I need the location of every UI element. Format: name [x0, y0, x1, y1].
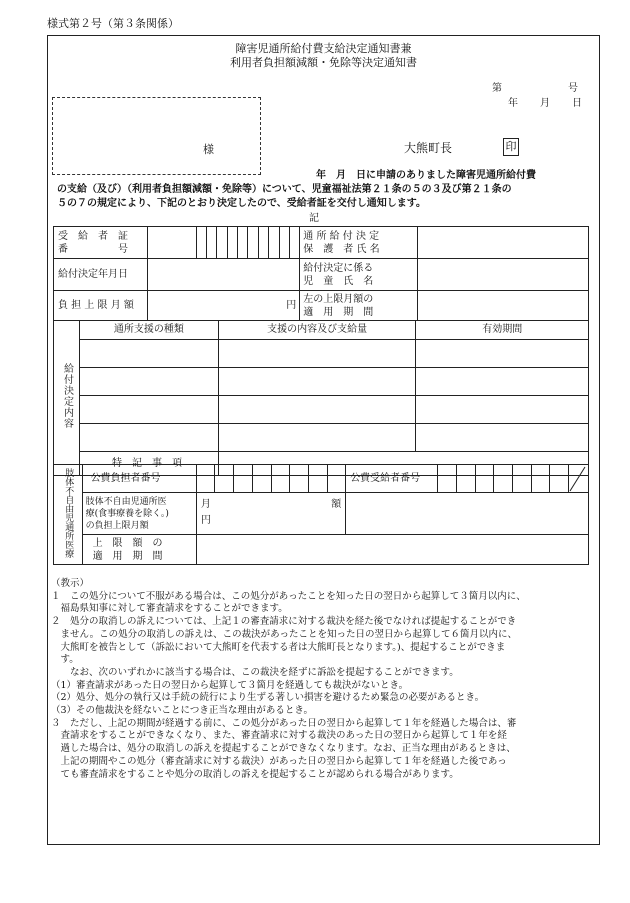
child-name-label: 給付決定に係る 児 童 氏 名	[300, 259, 417, 291]
recipient-number-digit[interactable]	[217, 227, 227, 259]
child-name-cell[interactable]	[417, 259, 588, 291]
public-recipient-label: 公費受給者番号	[346, 465, 438, 493]
note-line: 査請求をすることができなくなり、また、審査請求に対する裁決のあった日の翌日から起算して１年を経	[51, 730, 507, 742]
title-line-2: 利用者負担額減額・免除等決定通知書	[230, 56, 417, 69]
recipient-number-digit[interactable]	[289, 227, 299, 259]
date-day: 日	[572, 98, 582, 109]
note-line: １ この処分について不服がある場合は、この処分があったことを知った日の翌日から起算して３箇月以内に、	[51, 590, 526, 602]
note-line: 福島県知事に対して審査請求をすることができます。	[51, 603, 288, 615]
recipient-number-digit[interactable]	[279, 227, 289, 259]
note-line: 過した場合は、処分の取消しの訴えを提起することができなくなります。なお、正当な理由があるときは、	[51, 743, 516, 755]
form-label: 様式第２号（第３条関係）	[47, 17, 179, 30]
valid-period-cell[interactable]	[416, 396, 589, 424]
recipient-digit[interactable]	[513, 465, 532, 493]
column-service-content: 支援の内容及び支給量	[218, 321, 416, 340]
date-year: 年	[508, 98, 518, 109]
recipient-number-digit[interactable]	[227, 227, 237, 259]
recipient-number-cell[interactable]	[147, 227, 196, 259]
intro-line-2: の支給（及び）（利用者負担額減額・免除等）について、児童福祉法第２１条の５の３及び第２１条の	[57, 184, 512, 195]
note-line: 大熊町を被告として（訴訟において大熊町を代表する者は大熊町長となります。)、提起することができま	[51, 641, 506, 653]
note-line: （2）処分、処分の執行又は手続の続行により生ずる著しい損害を避けるため緊急の必要があるとき。	[51, 692, 485, 704]
note-line: ３ ただし、上記の期間が経過する前に、この処分があった日の翌日から起算して１年を経過した場合は、審	[51, 717, 517, 729]
seal-mark: 印	[503, 138, 519, 156]
decision-content-table	[53, 320, 589, 476]
payer-digit[interactable]	[271, 465, 290, 493]
note-line: なお、次のいずれかに該当する場合は、この裁決を経ずに訴訟を提起することができます。	[51, 666, 459, 678]
limit-amount-cell[interactable]	[147, 291, 300, 321]
payer-digit[interactable]	[308, 465, 327, 493]
valid-period-cell[interactable]	[416, 368, 589, 396]
slash-mark	[569, 466, 586, 492]
intro-line-3: ５の７の規定により、下記のとおり決定したので、受給者証を交付し通知します。	[57, 198, 426, 209]
payer-digit[interactable]	[327, 465, 346, 493]
medical-table	[53, 464, 589, 565]
valid-period-cell[interactable]	[416, 424, 589, 452]
decision-content-side-label: 給付決定内容	[54, 321, 80, 476]
valid-period-cell[interactable]	[416, 340, 589, 368]
note-line: （3）その他裁決を経ないことにつき正当な理由があるとき。	[51, 705, 313, 717]
date-month: 月	[540, 98, 550, 109]
recipient-digit-slash[interactable]	[569, 465, 589, 493]
recipient-number-digit[interactable]	[196, 227, 206, 259]
intro-line-1: 年 月 日に申請のありました障害児通所給付費	[316, 170, 536, 181]
guardian-name-label: 通 所 給 付 決 定 保 護 者 氏 名	[300, 227, 417, 259]
recipient-number-digit[interactable]	[238, 227, 248, 259]
recipient-number-label: 受 給 者 証 番 号	[54, 227, 148, 259]
yen-unit: 円	[200, 515, 211, 526]
recipient-sama: 様	[203, 143, 214, 156]
recipient-address-box[interactable]	[52, 97, 261, 175]
month-unit: 月	[200, 499, 211, 510]
application-period-label: 左の上限月額の 適 用 期 間	[300, 291, 417, 321]
medical-limit-label: 肢体不自由児通所医 療(食事療養を除く。) の負担上限月額	[82, 493, 196, 535]
title-line-1: 障害児通所給付費支給決定通知書兼	[235, 42, 412, 55]
recipient-digit[interactable]	[457, 465, 476, 493]
note-line: （1）審査請求があった日の翌日から起算して３箇月を経過しても裁決がないとき。	[51, 679, 409, 691]
service-type-cell[interactable]	[79, 340, 218, 368]
note-line: ません。この処分の取消しの訴えは、この裁決があったことを知った日の翌日から起算して６箇月以内に、	[51, 628, 517, 640]
recipient-digit[interactable]	[438, 465, 457, 493]
payer-digit[interactable]	[215, 465, 234, 493]
payer-digit[interactable]	[196, 465, 215, 493]
decision-date-label: 給付決定年月日	[54, 259, 148, 291]
payer-digit[interactable]	[234, 465, 253, 493]
recipient-digit[interactable]	[475, 465, 494, 493]
ki-heading: 記	[309, 213, 319, 224]
payer-digit[interactable]	[290, 465, 309, 493]
guardian-name-cell[interactable]	[417, 227, 588, 259]
medical-limit-cell[interactable]	[196, 493, 345, 535]
application-period-cell[interactable]	[417, 291, 588, 321]
service-type-cell[interactable]	[79, 368, 218, 396]
recipient-digit[interactable]	[531, 465, 550, 493]
yen-unit: 円	[286, 299, 297, 311]
payer-digit[interactable]	[252, 465, 271, 493]
medical-side-label: 肢体不自由児通所医療	[54, 465, 83, 565]
recipient-number-digit[interactable]	[258, 227, 268, 259]
public-payer-label: 公費負担者番号	[82, 465, 196, 493]
limit-period-label: 上 限 額 の 適 用 期 間	[82, 535, 196, 565]
limit-period-cell[interactable]	[196, 535, 588, 565]
decision-table	[53, 226, 589, 321]
note-line: ても審査請求をすることや処分の取消しの訴えを提起することが認められる場合があります。	[51, 768, 459, 780]
service-content-cell[interactable]	[218, 424, 416, 452]
issuer-name: 大熊町長	[404, 141, 453, 155]
notes-heading: （教示）	[51, 578, 90, 589]
recipient-number-digit[interactable]	[248, 227, 258, 259]
recipient-number-digit[interactable]	[206, 227, 216, 259]
note-line: ２ 処分の取消しの訴えについては、上記１の審査請求に対する裁決を経た後でなければ提起することができ	[51, 616, 517, 628]
number-dai: 第	[492, 83, 502, 94]
service-content-cell[interactable]	[218, 368, 416, 396]
service-content-cell[interactable]	[218, 340, 416, 368]
special-notes-label: 特 記 事 項	[79, 452, 218, 476]
amount-unit: 額	[331, 499, 342, 510]
recipient-digit[interactable]	[494, 465, 513, 493]
recipient-digit[interactable]	[550, 465, 569, 493]
medical-extra-cell[interactable]	[346, 493, 589, 535]
service-type-cell[interactable]	[79, 396, 218, 424]
note-line: 上記の期間やこの処分（審査請求に対する裁決）があった日の翌日から起算して１年を経過した後であっ	[51, 755, 507, 767]
number-go: 号	[568, 83, 578, 94]
column-service-type: 通所支援の種類	[79, 321, 218, 340]
note-line: す。	[51, 654, 79, 666]
limit-amount-label: 負 担 上 限 月 額	[54, 291, 148, 321]
recipient-number-digit[interactable]	[269, 227, 279, 259]
service-type-cell[interactable]	[79, 424, 218, 452]
service-content-cell[interactable]	[218, 396, 416, 424]
notes-section	[51, 578, 526, 781]
decision-date-cell[interactable]	[147, 259, 300, 291]
column-valid-period: 有効期間	[416, 321, 589, 340]
